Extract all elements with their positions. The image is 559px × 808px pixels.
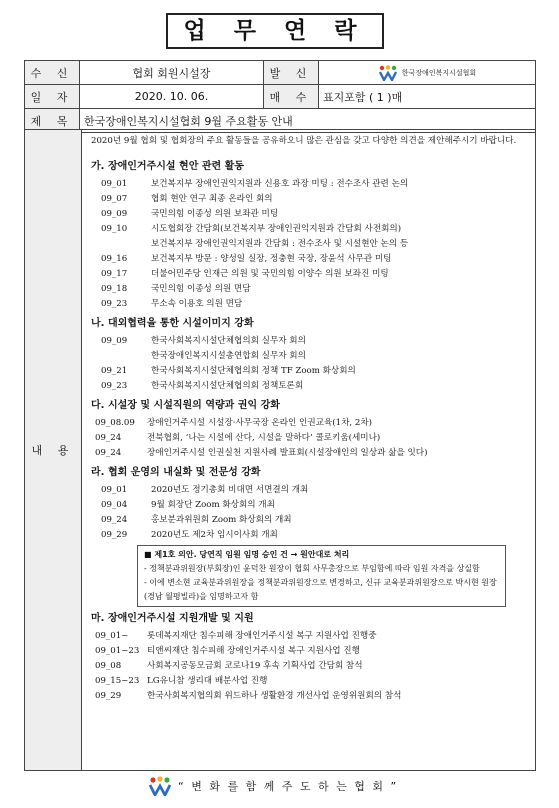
list-item bbox=[87, 237, 531, 252]
list-item bbox=[87, 446, 531, 461]
pages-value: 표지포함 ( 1 )매 bbox=[319, 85, 536, 109]
section-da bbox=[87, 398, 531, 461]
list-item bbox=[87, 282, 531, 297]
item-text: 시도협회장 간담회(보건복지부 장애인권익지원과 간담회 사전회의) bbox=[151, 224, 402, 234]
item-text: 2020년도 제2차 임시이사회 개최 bbox=[151, 530, 278, 540]
item-date: 09_16 bbox=[101, 254, 128, 264]
item-date: 09_21 bbox=[101, 366, 128, 376]
section-ga bbox=[87, 159, 531, 312]
sender-label: 발 신 bbox=[264, 61, 319, 85]
section-ra bbox=[87, 465, 531, 607]
list-item bbox=[87, 177, 531, 192]
resolution-note bbox=[137, 545, 506, 607]
content-body bbox=[87, 134, 531, 704]
note-line: - 정책분과위원장(부회장)인 윤덕찬 원장이 협회 사무총장으로 부임함에 따라 임원 자격을 상실함 bbox=[144, 564, 480, 573]
list-item bbox=[87, 192, 531, 207]
content-box bbox=[24, 129, 536, 771]
item-date: 09_01 bbox=[101, 179, 128, 189]
item-text: 롯데복지재단 침수피해 장애인거주시설 복구 지원사업 진행중 bbox=[147, 631, 377, 641]
sender-cell bbox=[319, 61, 536, 85]
association-logo bbox=[323, 65, 531, 81]
item-date: 09_01~23 bbox=[95, 646, 140, 656]
item-text: 한국사회복지시설단체협의회 실무자 회의 bbox=[151, 336, 306, 346]
item-text: 더불어민주당 인재근 의원 및 국민의힘 이양수 의원 보좌진 미팅 bbox=[151, 269, 389, 279]
list-item bbox=[87, 379, 531, 394]
pages-label: 매 수 bbox=[264, 85, 319, 109]
item-text: 사회복지공동모금회 코로나19 후속 기획사업 간담회 참석 bbox=[147, 661, 363, 671]
section-heading: 라. 협회 운영의 내실화 및 전문성 강화 bbox=[91, 467, 261, 478]
list-item bbox=[87, 267, 531, 282]
association-logo-icon bbox=[148, 776, 172, 796]
intro-text: 2020년 9월 협회 및 협회장의 주요 활동들을 공유하오니 많은 관심을 갖고 다양한 의견을 제안해주시기 바랍니다. bbox=[91, 136, 517, 146]
item-text: 무소속 이용호 의원 면담 bbox=[151, 299, 243, 309]
list-item bbox=[87, 364, 531, 379]
item-date: 09_10 bbox=[101, 224, 128, 234]
recipient-label: 수 신 bbox=[25, 61, 80, 85]
date-value: 2020. 10. 06. bbox=[80, 85, 264, 109]
item-text: 협회 현안 연구 최종 온라인 회의 bbox=[151, 194, 273, 204]
list-item bbox=[87, 297, 531, 312]
item-date: 09_09 bbox=[101, 336, 128, 346]
list-item bbox=[87, 252, 531, 267]
item-date: 09_17 bbox=[101, 269, 128, 279]
section-na bbox=[87, 316, 531, 394]
list-item bbox=[87, 674, 531, 689]
item-text: 보건복지부 장애인권익지원과 신용호 과장 미팅 : 전수조사 관련 논의 bbox=[151, 179, 409, 189]
item-date: 09_23 bbox=[101, 381, 128, 391]
list-item bbox=[87, 431, 531, 446]
header-table bbox=[24, 60, 536, 133]
list-item bbox=[87, 629, 531, 644]
note-line: - 이에 변소현 교육분과위원장을 정책분과위원장으로 변경하고, 신규 교육분과위원장으로 박시현 원장(경남 월평빌라)을 임명하고자 함 bbox=[144, 578, 497, 601]
sender-org: 한국장애인복지시설협회 bbox=[401, 68, 477, 77]
slogan-text: “ 변 화 를 함 께 주 도 하 는 협 회 ” bbox=[178, 780, 399, 793]
item-date: 09_29 bbox=[95, 691, 122, 701]
item-date: 09_23 bbox=[101, 299, 128, 309]
item-text: 홍보분과위원회 Zoom 화상회의 개최 bbox=[151, 515, 292, 525]
list-item bbox=[87, 416, 531, 431]
note-title: ■ 제1호 의안. 당연직 임원 임명 승인 건 → 원안대로 처리 bbox=[144, 550, 350, 559]
list-item bbox=[87, 334, 531, 349]
item-text: 보건복지부 방문 : 양성일 실장, 정충현 국장, 장윤석 사무관 미팅 bbox=[151, 254, 392, 264]
list-item bbox=[87, 659, 531, 674]
item-text: 국민의힘 이종성 의원 면담 bbox=[151, 284, 251, 294]
item-date: 09_15~23 bbox=[95, 676, 140, 686]
section-heading: 다. 시설장 및 시설직원의 역량과 권익 강화 bbox=[91, 400, 280, 411]
item-text: 한국장애인복지시설총연합회 실무자 회의 bbox=[151, 351, 306, 361]
item-date: 09_09 bbox=[101, 209, 128, 219]
item-text: 장애인거주시설 인권실천 지원사례 발표회(시설장애인의 일상과 삶을 잇다) bbox=[147, 448, 428, 458]
page-title: 업 무 연 락 bbox=[166, 13, 384, 49]
list-item bbox=[87, 498, 531, 513]
list-item bbox=[87, 513, 531, 528]
item-text: 한국사회복지시설단체협의회 정책 TF Zoom 화상회의 bbox=[151, 366, 356, 376]
subject-label: 제 목 bbox=[25, 109, 80, 133]
content-label: 내 용 bbox=[25, 130, 82, 770]
item-text: 국민의힘 이종성 의원 보좌관 미팅 bbox=[151, 209, 279, 219]
item-text: 2020년도 정기총회 비대면 서면결의 개최 bbox=[151, 485, 309, 495]
item-date: 09_24 bbox=[101, 515, 128, 525]
item-text: 한국사회복지협의회 위드하나 생활환경 개선사업 운영위원회의 참석 bbox=[147, 691, 402, 701]
list-item bbox=[87, 689, 531, 704]
footer-slogan bbox=[148, 774, 408, 798]
list-item bbox=[87, 222, 531, 237]
item-text: 9월 회장단 Zoom 화상회의 개최 bbox=[151, 500, 275, 510]
item-text: LG유니참 생리대 배분사업 진행 bbox=[147, 676, 268, 686]
section-heading: 나. 대외협력을 통한 시설이미지 강화 bbox=[91, 318, 254, 329]
item-date bbox=[87, 349, 151, 364]
item-text: 한국사회복지시설단체협의회 정책토론회 bbox=[151, 381, 304, 391]
date-label: 일 자 bbox=[25, 85, 80, 109]
subject-value: 한국장애인복지시설협회 9월 주요활동 안내 bbox=[80, 109, 536, 133]
list-item bbox=[87, 349, 531, 364]
item-date: 09_07 bbox=[101, 194, 128, 204]
section-ma bbox=[87, 611, 531, 704]
list-item bbox=[87, 483, 531, 498]
list-item bbox=[87, 644, 531, 659]
section-heading: 마. 장애인거주시설 지원개발 및 지원 bbox=[91, 613, 254, 624]
item-date: 09_18 bbox=[101, 284, 128, 294]
list-item bbox=[87, 207, 531, 222]
item-text: 장애인거주시설 시설장·사무국장 온라인 인권교육(1차, 2차) bbox=[147, 418, 372, 428]
item-text: 전북협회, ‘나는 시설에 산다, 시설을 말하다’ 콜로키움(세미나) bbox=[147, 433, 381, 443]
item-date: 09_24 bbox=[95, 448, 122, 458]
item-date: 09_08.09 bbox=[95, 418, 135, 428]
list-item bbox=[87, 528, 531, 543]
association-logo-icon bbox=[378, 65, 398, 81]
item-date: 09_24 bbox=[95, 433, 122, 443]
item-date: 09_01~ bbox=[95, 631, 129, 641]
item-date: 09_01 bbox=[101, 485, 128, 495]
item-date: 09_29 bbox=[101, 530, 128, 540]
item-text: 티앤씨재단 침수피해 장애인거주시설 복구 지원사업 진행 bbox=[147, 646, 360, 656]
item-date: 09_08 bbox=[95, 661, 122, 671]
section-heading: 가. 장애인거주시설 현안 관련 활동 bbox=[91, 161, 244, 172]
item-text: 보건복지부 장애인권익지원과 간담회 : 전수조사 및 시설현안 논의 등 bbox=[151, 239, 409, 249]
item-date: 09_04 bbox=[101, 500, 128, 510]
recipient-value: 협회 회원시설장 bbox=[80, 61, 264, 85]
item-date bbox=[87, 237, 151, 252]
